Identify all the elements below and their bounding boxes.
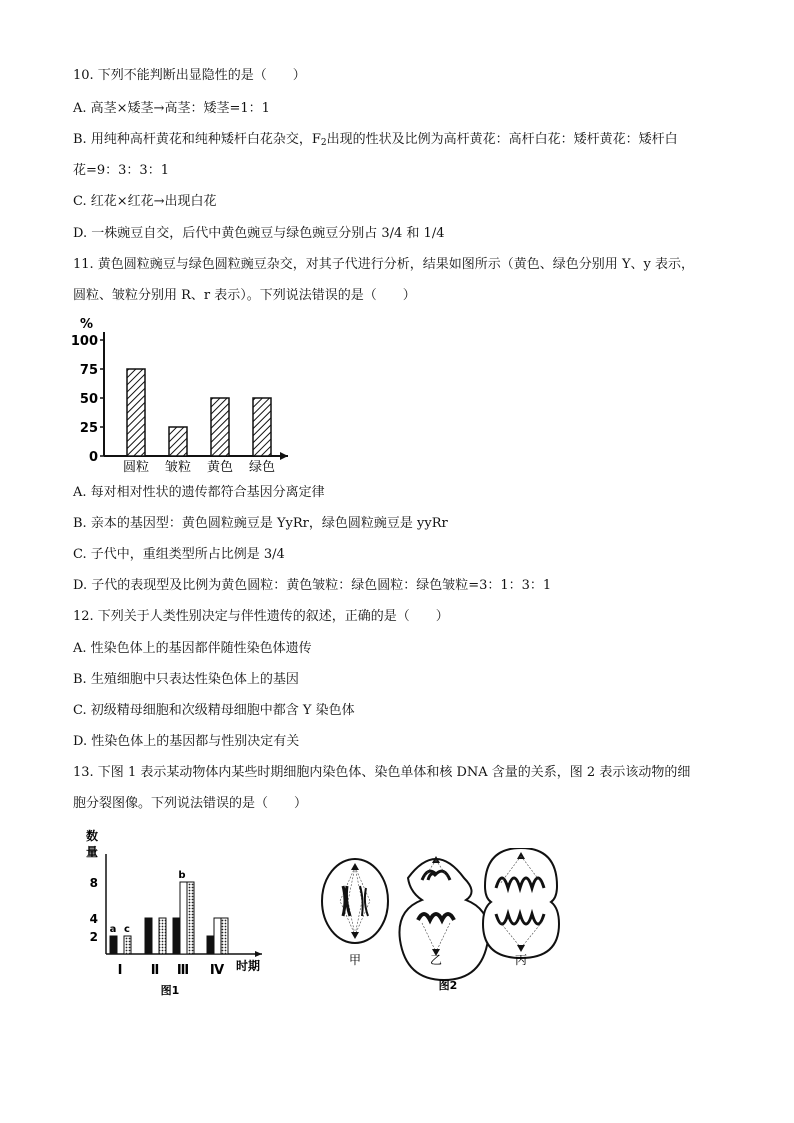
- cell-jia: [322, 859, 388, 943]
- figure2-label-jia: 甲: [348, 953, 362, 967]
- q13-stem-line2: 胞分裂图像。下列说法错误的是（ ）: [73, 796, 308, 811]
- x-axis-arrow: [280, 452, 288, 460]
- x-category-label: 黄色: [206, 460, 234, 474]
- bar-a-2: [145, 918, 152, 954]
- bar-圆粒: [127, 369, 145, 456]
- q12-option-d: D. 性染色体上的基因都与性别决定有关: [73, 734, 300, 749]
- q11-stem-line2: 圆粒、皱粒分别用 R、r 表示）。下列说法错误的是（ ）: [73, 288, 416, 303]
- cell-yi: [399, 856, 488, 980]
- q11-option-c: C. 子代中，重组类型所占比例是 3/4: [73, 547, 285, 562]
- q10-option-c: C. 红花×红花→出现白花: [73, 194, 217, 209]
- series-label-b: b: [178, 870, 186, 881]
- q12-option-b: B. 生殖细胞中只表达性染色体上的基因: [73, 672, 299, 687]
- x-category-label: 皱粒: [164, 460, 192, 474]
- y-tick-label: 4: [89, 912, 98, 926]
- y-axis-title: 量: [86, 845, 99, 859]
- x-axis-arrow: [255, 951, 262, 957]
- bar-b-3: [180, 882, 187, 954]
- bar-c-2: [159, 918, 166, 954]
- x-category-label: 圆粒: [122, 460, 150, 474]
- q11-option-a: A. 每对相对性状的遗传都符合基因分离定律: [73, 485, 325, 500]
- q10-stem: 10. 下列不能判断出显隐性的是（ ）: [73, 68, 306, 83]
- figure1-bar-chart: [80, 826, 280, 1006]
- bar-a-4: [207, 936, 214, 954]
- bar-黄色: [211, 398, 229, 456]
- q12-option-c: C. 初级精母细胞和次级精母细胞中都含 Y 染色体: [73, 703, 355, 718]
- q10-option-b-line2: 花=9：3：3：1: [73, 163, 169, 178]
- figure2-cell-division: [310, 848, 560, 998]
- q10-option-d: D. 一株豌豆自交，后代中黄色豌豆与绿色豌豆分别占 3/4 和 1/4: [73, 226, 445, 241]
- y-tick-label: 25: [79, 421, 98, 436]
- y-tick-label: 2: [89, 930, 98, 944]
- q11-option-d: D. 子代的表现型及比例为黄色圆粒：黄色皱粒：绿色圆粒：绿色皱粒=3：1：3：1: [73, 578, 552, 593]
- series-label-a: a: [109, 924, 117, 935]
- x-category-label: Ⅲ: [176, 963, 190, 978]
- q12-stem: 12. 下列关于人类性别决定与伴性遗传的叙述，正确的是（ ）: [73, 609, 449, 624]
- figure1-caption: 图1: [160, 984, 180, 997]
- bar-a-3: [173, 918, 180, 954]
- y-tick-label: 50: [79, 392, 98, 407]
- cell-bing: [483, 848, 559, 958]
- series-label-c: c: [124, 924, 130, 935]
- q11-bar-chart: [70, 314, 300, 474]
- q10-option-b-line1: B. 用纯种高杆黄花和纯种矮杆白花杂交，$F_2$出现的性状及比例为高杆黄花：高杆白花：矮杆黄花：矮杆白: [73, 132, 678, 148]
- q12-option-a: A. 性染色体上的基因都伴随性染色体遗传: [73, 641, 312, 656]
- x-category-label: Ⅳ: [209, 963, 225, 978]
- y-axis-title: 数: [86, 829, 99, 843]
- figure2-label-bing: 丙: [514, 953, 528, 967]
- y-tick-label: 75: [79, 363, 98, 378]
- bar-绿色: [253, 398, 271, 456]
- q11-option-b: B. 亲本的基因型：黄色圆粒豌豆是 YyRr，绿色圆粒豌豆是 yyRr: [73, 516, 448, 531]
- x-axis-title: 时期: [235, 959, 261, 973]
- figure2-caption: 图2: [438, 979, 458, 992]
- x-category-label: 绿色: [248, 460, 276, 474]
- y-tick-label: 0: [88, 450, 98, 465]
- x-category-label: Ⅱ: [150, 963, 160, 978]
- x-category-label: Ⅰ: [117, 963, 123, 978]
- bar-a-1: [110, 936, 117, 954]
- bar-c-4: [221, 918, 228, 954]
- y-axis-unit: %: [80, 317, 94, 332]
- y-tick-label: 8: [89, 876, 98, 890]
- figure2-label-yi: 乙: [429, 953, 443, 967]
- bar-c-1: [124, 936, 131, 954]
- q10-option-a: A. 高茎×矮茎→高茎：矮茎=1：1: [73, 101, 270, 116]
- y-tick-label: 100: [70, 334, 98, 349]
- bar-皱粒: [169, 427, 187, 456]
- q11-stem-line1: 11. 黄色圆粒豌豆与绿色圆粒豌豆杂交，对其子代进行分析，结果如图所示（黄色、绿色分别用 Y、y 表示，: [73, 257, 694, 272]
- bar-b-4: [214, 918, 221, 954]
- q13-stem-line1: 13. 下图 1 表示某动物体内某些时期细胞内染色体、染色单体和核 DNA 含量的关系，图 2 表示该动物的细: [73, 765, 691, 780]
- bar-c-3: [187, 882, 194, 954]
